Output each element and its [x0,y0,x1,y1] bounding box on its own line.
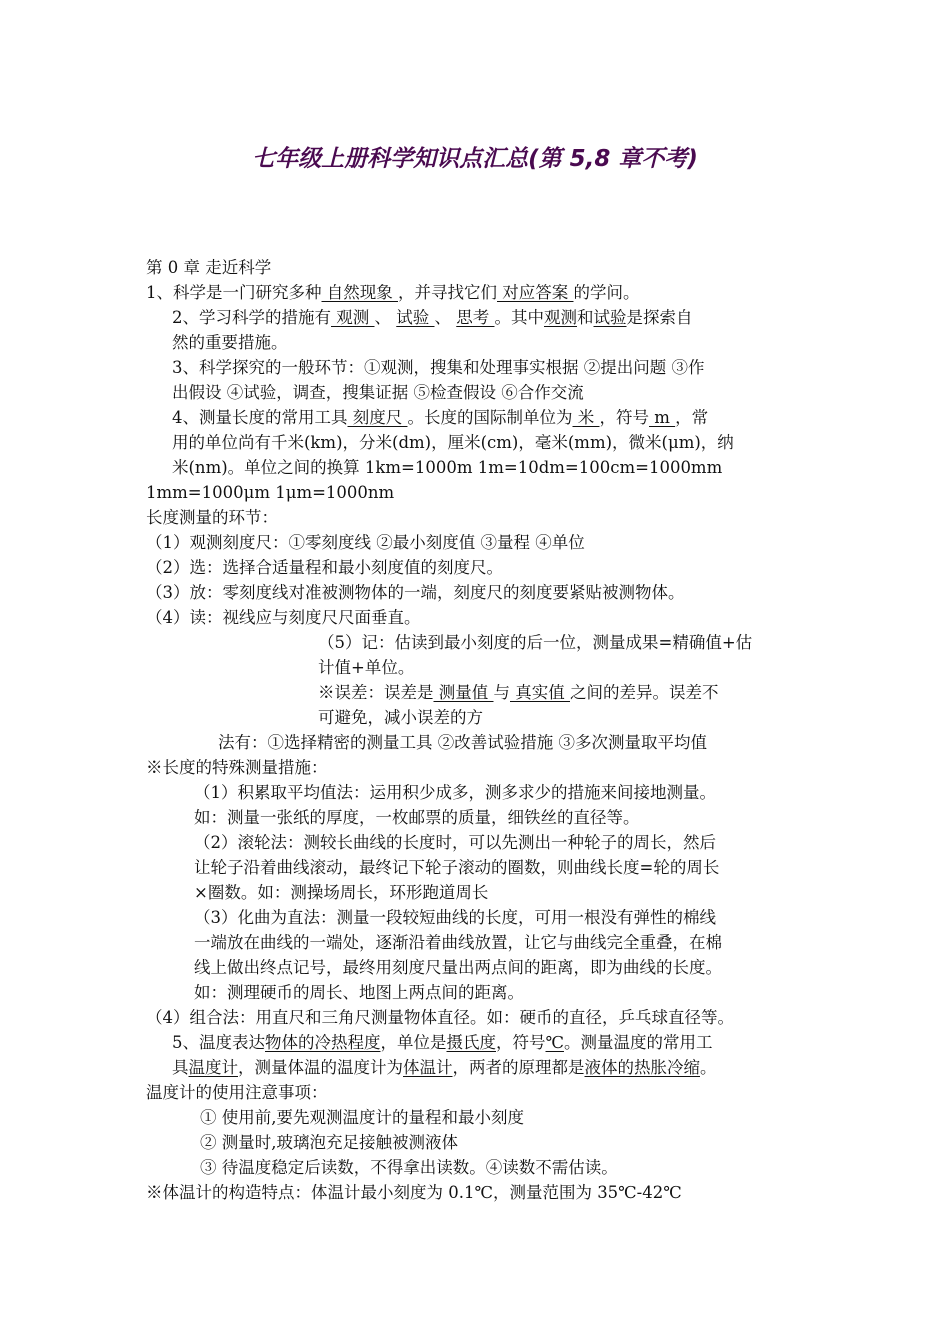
text-line [200,1133,458,1153]
text-run: ，符号 [599,408,649,427]
text-run: 长度测量的环节： [146,508,278,527]
text-run: 如：测理硬币的周长、地图上两点间的距离。 [194,983,524,1002]
text-run: （3）放：零刻度线对准被测物体的一端，刻度尺的刻度要紧贴被测物体。 [146,583,685,602]
text-line [146,1008,734,1028]
text-run: ※体温计的构造特点：体温计最小刻度为 0.1℃，测量范围为 35℃-42℃ [146,1183,682,1202]
text-line [146,1183,682,1203]
text-run: 可避免，减小误差的方 [318,708,483,727]
text-line [146,558,503,578]
text-run: 。长度的国际制单位为 [407,408,573,427]
text-line [194,933,722,953]
text-run: ，并寻找它们 [398,283,497,302]
text-line [194,808,640,828]
text-line [146,258,271,278]
text-run: （4）读：视线应与刻度尺尺面垂直。 [146,608,421,627]
text-run: 4、测量长度的常用工具 [172,408,348,427]
underlined-answer: 液体的热胀冷缩 [584,1058,700,1077]
text-run: 、 [374,308,397,327]
text-run: 用的单位尚有千米(km)，分米(dm)，厘米(cm)，毫米(mm)，微米(μm)，纳 [172,433,734,452]
text-run: 2、学习科学的措施有 [172,308,331,327]
text-run: （3）化曲为直法：测量一段较短曲线的长度，可用一根没有弹性的棉线 [194,908,716,927]
text-run: 第 0 章 走近科学 [146,258,272,277]
text-line [146,483,394,503]
text-line [172,383,584,403]
text-run: ② 测量时,玻璃泡充足接触被测液体 [200,1133,458,1152]
text-line [146,1083,328,1103]
text-run: ，符号 [496,1033,546,1052]
underlined-answer: ℃ [545,1033,564,1052]
underlined-answer: 测量值 [433,683,494,702]
text-run: 之间的差异。误差不 [570,683,719,702]
text-run: 出假设 ④试验，调查，搜集证据 ⑤检查假设 ⑥合作交流 [172,383,584,402]
text-line [172,308,693,328]
text-run: 5、温度表达 [172,1033,265,1052]
text-run: 是探索自 [626,308,693,327]
underlined-answer: 物体的冷热程度 [265,1033,381,1052]
text-line [218,733,707,753]
underlined-answer: 体温计 [403,1058,453,1077]
text-line [146,283,640,303]
underlined-answer: 摄氏度 [446,1033,496,1052]
text-run: ，常 [675,408,709,427]
text-run: ，两者的原理都是 [452,1058,585,1077]
text-line [146,533,585,553]
underlined-answer: 米 [572,408,600,427]
underlined-answer: 温度计 [188,1058,238,1077]
underlined-answer: 思考 [456,308,495,327]
document-title: 七年级上册科学知识点汇总(第 5,8 章不考) [252,146,698,172]
text-run: （5）记：估读到最小刻度的后一位，测量成果=精确值+估 [318,633,753,652]
text-line [194,783,716,803]
text-run: 。测量温度的常用工 [563,1033,713,1052]
text-line [146,608,421,628]
text-run: （1）积累取平均值法：运用积少成多，测多求少的措施来间接地测量。 [194,783,716,802]
text-run: 如：测量一张纸的厚度，一枚邮票的质量，细铁丝的直径等。 [194,808,640,827]
underlined-answer: 真实值 [510,683,570,702]
text-run: 。其中 [494,308,544,327]
text-line [194,858,719,878]
text-run: ③ 待温度稳定后读数，不得拿出读数。④读数不需估读。 [200,1158,618,1177]
text-run: （4）组合法：用直尺和三角尺测量物体直径。如：硬币的直径，乒乓球直径等。 [146,1008,734,1027]
text-run: （1）观测刻度尺：①零刻度线 ②最小刻度值 ③量程 ④单位 [146,533,585,552]
text-line [146,508,278,528]
text-run: 。 [700,1058,717,1077]
text-line [318,633,752,653]
text-line [194,908,716,928]
text-line [172,1033,712,1053]
text-line [146,583,685,603]
text-run: 一端放在曲线的一端处，逐渐沿着曲线放置，让它与曲线完全重叠，在棉 [194,933,722,952]
underlined-answer: 观测 [331,308,375,327]
text-run: ，测量体温的温度计为 [238,1058,403,1077]
text-line [172,358,705,378]
text-run: 法有：①选择精密的测量工具 ②改善试验措施 ③多次测量取平均值 [218,733,707,752]
text-run: ×圈数。如：测操场周长，环形跑道周长 [194,883,489,902]
text-line [172,433,734,453]
text-run: 具 [172,1058,189,1077]
underlined-answer: 对应答案 [497,283,574,302]
text-run: 、 [434,308,457,327]
text-run: 1mm=1000μm 1μm=1000nm [146,483,395,502]
text-run: 然的重要措施。 [172,333,288,352]
text-line [194,883,488,903]
text-run: 1、科学是一门研究多种 [146,283,322,302]
text-line [194,833,716,853]
underlined-answer: 自然现象 [321,283,398,302]
text-line [194,983,524,1003]
text-line [200,1108,524,1128]
text-run: 3、科学探究的一般环节：①观测，搜集和处理事实根据 ②提出问题 ③作 [172,358,705,377]
underlined-answer: 刻度尺 [347,408,408,427]
text-run: ，单位是 [380,1033,447,1052]
underlined-answer: 试验 [396,308,435,327]
text-run: ※长度的特殊测量措施： [146,758,328,777]
text-line [172,333,288,353]
text-run: （2）滚轮法：测较长曲线的长度时，可以先测出一种轮子的周长，然后 [194,833,716,852]
underlined-answer: m [649,408,676,427]
text-line [318,708,483,728]
text-line [200,1158,618,1178]
text-run: 与 [493,683,510,702]
text-run: 让轮子沿着曲线滚动，最终记下轮子滚动的圈数，则曲线长度=轮的周长 [194,858,720,877]
text-run: 的学问。 [573,283,640,302]
text-run: 米(nm)。单位之间的换算 1km=1000m 1m=10dm=100cm=1000mm [172,458,723,477]
underlined-answer: 观测 [544,308,577,327]
text-run: （2）选：选择合适量程和最小刻度值的刻度尺。 [146,558,503,577]
text-line [194,958,722,978]
text-line [318,658,414,678]
underlined-answer: 试验 [593,308,627,327]
text-line [146,758,328,778]
text-run: 温度计的使用注意事项： [146,1083,328,1102]
text-run: ① 使用前,要先观测温度计的量程和最小刻度 [200,1108,524,1127]
text-run: 线上做出终点记号，最终用刻度尺量出两点间的距离，即为曲线的长度。 [194,958,722,977]
text-line [318,683,719,703]
text-run: ※误差：误差是 [318,683,434,702]
text-line [172,408,708,428]
text-line [172,458,722,478]
text-run: 计值+单位。 [318,658,415,677]
text-line [172,1058,717,1078]
text-run: 和 [577,308,594,327]
